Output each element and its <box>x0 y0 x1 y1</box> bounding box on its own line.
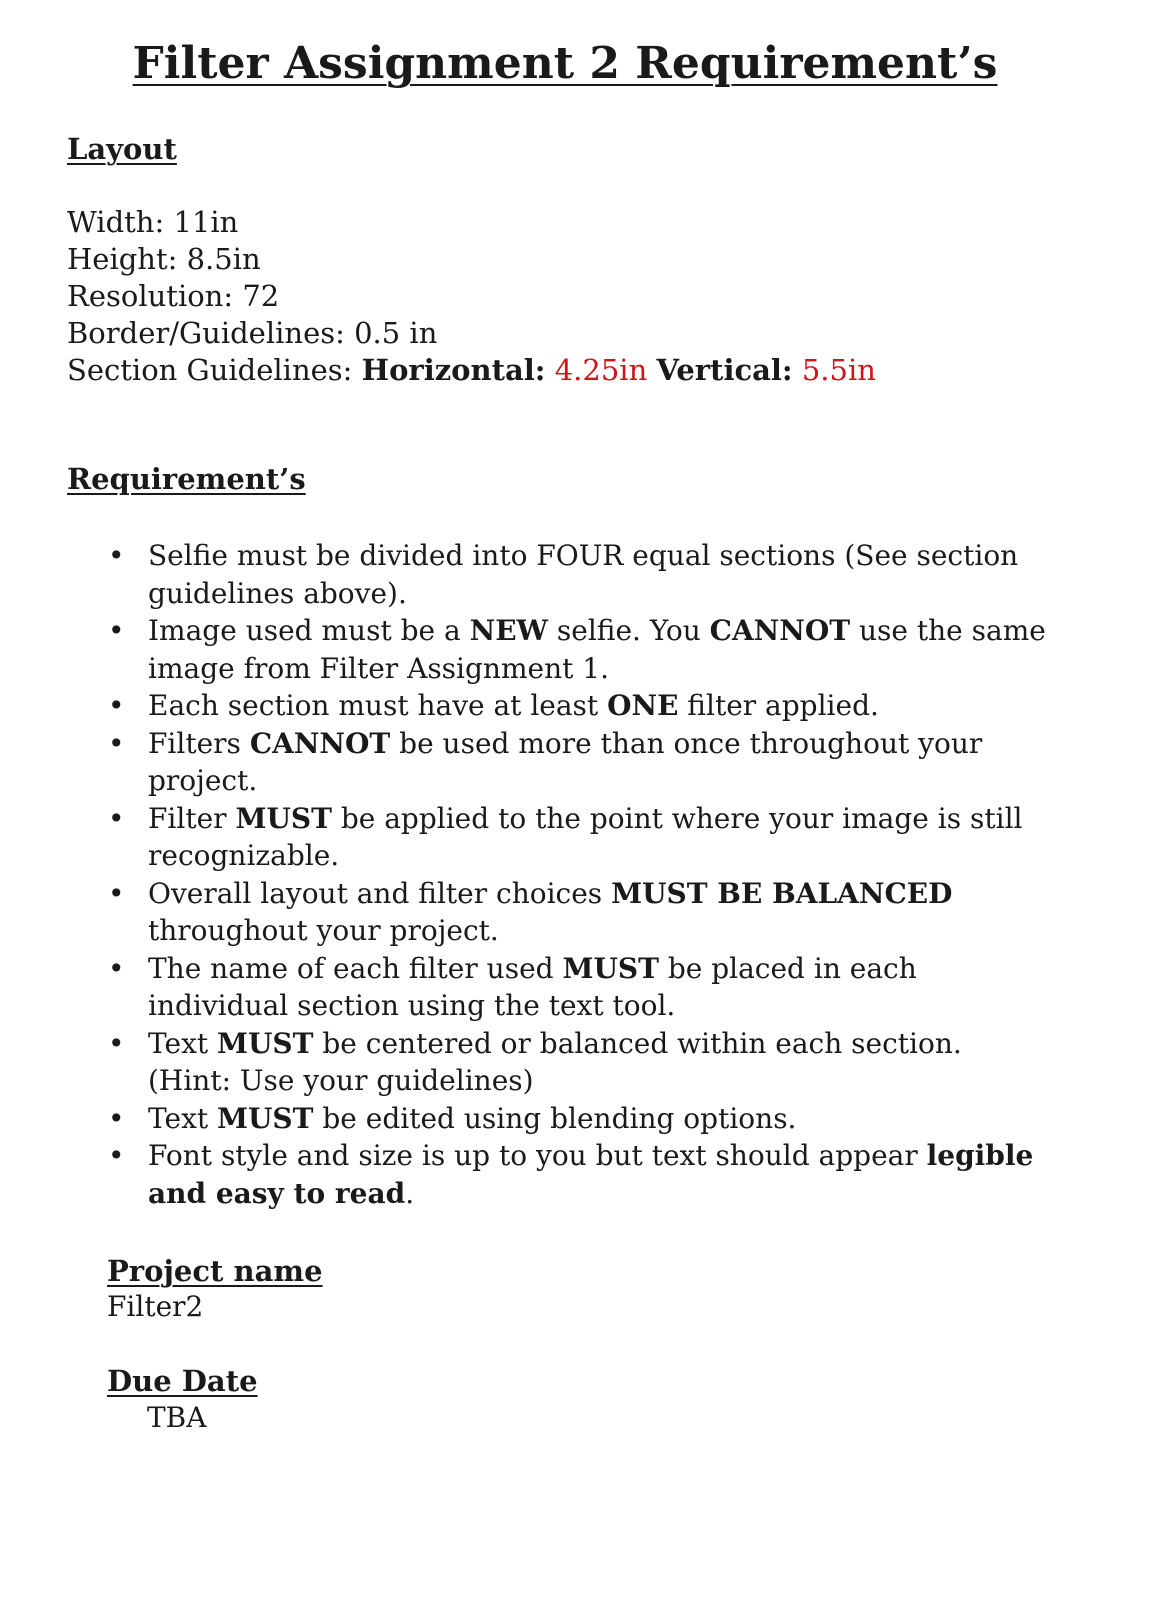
requirement-emphasis: MUST <box>217 1101 314 1135</box>
requirement-text: be used more than once throughout your project. <box>148 726 983 797</box>
requirement-item <box>108 612 1053 687</box>
bullet-icon: • <box>108 726 125 760</box>
bullet-icon: • <box>108 1101 125 1135</box>
requirement-text: be edited using blending options. <box>313 1101 797 1135</box>
requirement-item <box>108 800 1053 875</box>
requirements-list <box>108 537 1053 1212</box>
requirement-emphasis: MUST <box>562 951 659 985</box>
requirement-emphasis: MUST BE BALANCED <box>611 876 953 910</box>
requirement-item <box>108 950 1053 1025</box>
height-spec: Height: 8.5in <box>67 242 261 276</box>
horizontal-label: Horizontal: <box>361 353 546 387</box>
horizontal-value: 4.25in <box>554 353 648 387</box>
requirement-text: Filter <box>148 801 236 835</box>
requirement-text: throughout your project. <box>148 914 499 947</box>
requirement-text: Text <box>148 1101 218 1135</box>
due-date-value: TBA <box>147 1401 207 1434</box>
requirement-text: Selfie must be divided into FOUR equal sections (See section guidelines above). <box>148 539 1019 610</box>
requirement-text: Text <box>148 1026 218 1060</box>
layout-heading: Layout <box>67 132 177 166</box>
requirement-emphasis: legible and easy to read <box>148 1139 1034 1210</box>
vertical-label: Vertical: <box>656 353 793 387</box>
requirement-item <box>108 1025 1053 1100</box>
bullet-icon: • <box>108 689 125 722</box>
requirements-heading: Requirement’s <box>67 462 306 496</box>
due-date-heading: Due Date <box>107 1364 258 1398</box>
bullet-icon: • <box>108 1139 125 1172</box>
requirement-emphasis: MUST <box>217 1026 314 1060</box>
bullet-icon: • <box>108 1026 125 1060</box>
requirement-emphasis: NEW <box>469 614 548 647</box>
section-guidelines-label: Section Guidelines: <box>67 353 362 387</box>
project-name-heading: Project name <box>107 1254 323 1288</box>
requirement-text: Font style and size is up to you but text should appear <box>148 1139 927 1172</box>
requirement-emphasis: CANNOT <box>709 614 851 647</box>
requirement-text: selfie. You <box>547 614 710 647</box>
requirement-text: Filters <box>148 726 250 760</box>
width-spec: Width: 11in <box>67 205 239 239</box>
bullet-icon: • <box>108 614 125 647</box>
requirement-item <box>108 725 1053 800</box>
bullet-icon: • <box>108 539 125 572</box>
requirement-text: be applied to the point where your image is still recognizable. <box>148 801 1023 872</box>
requirement-text: Each section must have at least <box>148 689 608 722</box>
vertical-value: 5.5in <box>801 353 876 387</box>
project-name-value: Filter2 <box>107 1290 204 1323</box>
border-spec: Border/Guidelines: 0.5 in <box>67 316 438 350</box>
bullet-icon: • <box>108 951 125 985</box>
requirement-text: be centered or balanced within each section. (Hint: Use your guidelines) <box>148 1026 962 1097</box>
requirement-item <box>108 875 1053 950</box>
requirement-item <box>108 687 1053 725</box>
requirement-text: use the same image from Filter Assignment 1. <box>148 614 1046 685</box>
requirement-text: Overall layout and filter choices <box>148 876 612 910</box>
bullet-icon: • <box>108 876 125 910</box>
layout-specs <box>67 204 876 389</box>
requirement-item <box>108 1137 1053 1212</box>
requirement-text: Image used must be a <box>148 614 470 647</box>
page-title: Filter Assignment 2 Requirement’s <box>132 38 998 89</box>
requirement-item <box>108 537 1053 612</box>
requirement-emphasis: MUST <box>235 801 332 835</box>
requirement-item <box>108 1100 1053 1138</box>
requirement-text: be placed in each individual section using the text tool. <box>148 951 917 1022</box>
requirement-text: filter applied. <box>678 689 879 722</box>
section-guidelines-spec <box>67 352 876 389</box>
resolution-spec: Resolution: 72 <box>67 279 280 313</box>
requirement-emphasis: CANNOT <box>249 726 391 760</box>
requirement-text: . <box>405 1176 415 1210</box>
requirement-text: The name of each filter used <box>148 951 563 985</box>
requirement-emphasis: ONE <box>607 689 679 722</box>
bullet-icon: • <box>108 801 125 835</box>
